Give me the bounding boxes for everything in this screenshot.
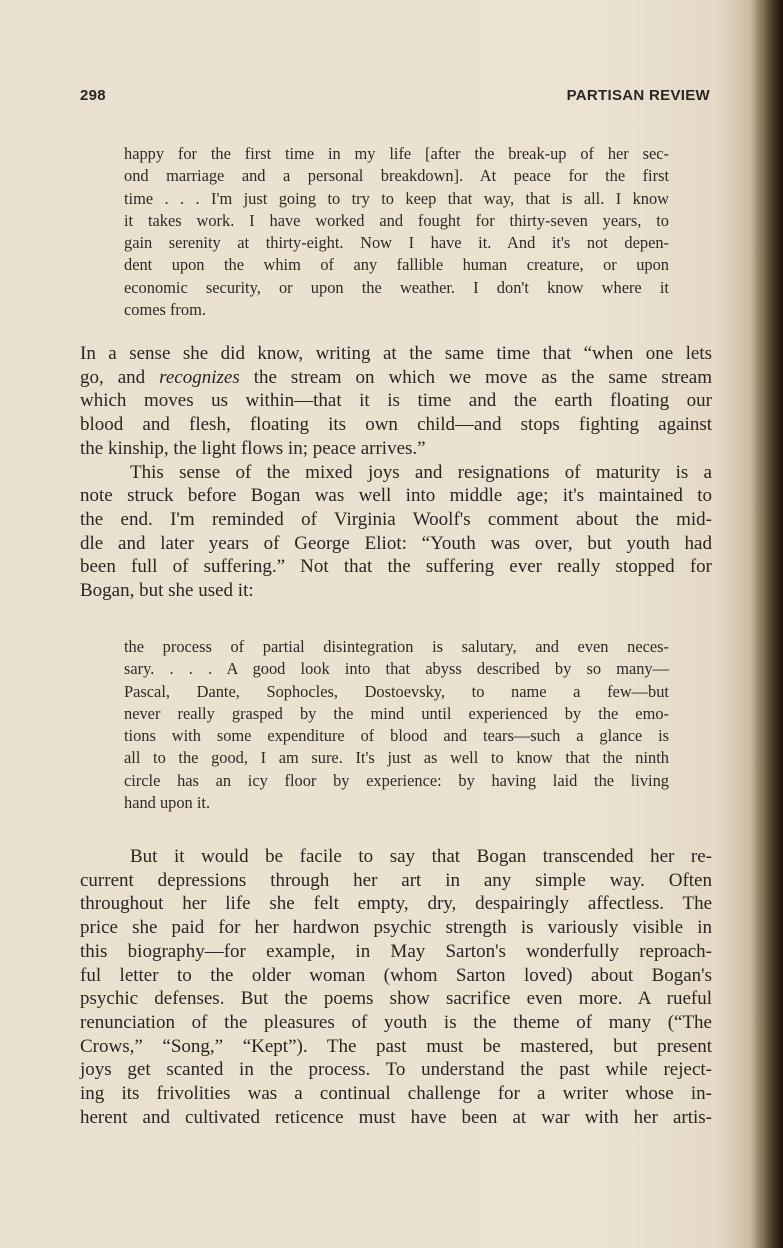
quote-line: sary. . . . A good look into that abyss described by so many— bbox=[124, 659, 669, 679]
body-line: ing its frivolities was a continual challenge for a writer whose in- bbox=[80, 1083, 712, 1105]
quote-line: time . . . I'm just going to try to keep that way, that is all. I know bbox=[124, 188, 669, 208]
body-line: the end. I'm reminded of Virginia Woolf's comment about the mid- bbox=[80, 508, 712, 530]
quote-line: it takes work. I have worked and fought for thirty-seven years, to bbox=[124, 210, 669, 230]
body-block-1 bbox=[80, 342, 712, 603]
quote-paragraph bbox=[124, 143, 669, 321]
quote-line: ond marriage and a personal breakdown]. At peace for the first bbox=[124, 166, 669, 186]
quote-line: the process of partial disintegration is salutary, and even neces- bbox=[124, 637, 669, 656]
block-quote-1 bbox=[124, 143, 669, 321]
body-line: But it would be facile to say that Bogan transcended her re- bbox=[130, 846, 712, 867]
body-line: blood and flesh, floating its own child—and stops fighting against bbox=[80, 414, 712, 436]
body-line: renunciation of the pleasures of youth is the theme of many (“The bbox=[80, 1011, 712, 1033]
paragraph-2 bbox=[80, 461, 712, 603]
emphasis-recognizes: recognizes bbox=[159, 366, 240, 388]
page-number: 298 bbox=[80, 87, 106, 104]
body-line: Bogan, but she used it: bbox=[80, 580, 254, 602]
quote-line: Pascal, Dante, Sophocles, Dostoevsky, to name a few—but bbox=[124, 681, 669, 701]
quote-line: tions with some expenditure of blood and tears—such a glance is bbox=[124, 726, 669, 746]
body-line: the kinship, the light flows in; peace arrives.” bbox=[80, 437, 426, 459]
body-block-2 bbox=[80, 845, 712, 1129]
quote-line: happy for the first time in my life [after the break-up of her sec- bbox=[124, 144, 669, 163]
page-header bbox=[80, 87, 710, 107]
body-line: psychic defenses. But the poems show sacrifice even more. A rueful bbox=[80, 988, 712, 1010]
body-line: ful letter to the older woman (whom Sarton loved) about Bogan's bbox=[80, 964, 712, 986]
body-line: This sense of the mixed joys and resignations of maturity is a bbox=[130, 461, 712, 483]
quote-line: gain serenity at thirty-eight. Now I have it. And it's not depen- bbox=[124, 233, 669, 253]
body-line: throughout her life she felt empty, dry, despairingly affectless. The bbox=[80, 893, 712, 915]
block-quote-2 bbox=[124, 636, 669, 814]
body-line: go, and recognizes the stream on which we move as the same stream bbox=[80, 366, 712, 388]
quote-line: comes from. bbox=[124, 300, 206, 320]
quote-line: hand upon it. bbox=[124, 793, 211, 813]
quote-line: economic security, or upon the weather. I don't know where it bbox=[124, 277, 669, 297]
body-line: In a sense she did know, writing at the same time that “when one lets bbox=[80, 343, 712, 364]
quote-line: dent upon the whim of any fallible human creature, or upon bbox=[124, 255, 669, 275]
running-head: PARTISAN REVIEW bbox=[566, 87, 710, 104]
body-line: price she paid for her hardwon psychic strength is variously visible in bbox=[80, 917, 712, 939]
quote-line: circle has an icy floor by experience: by having laid the living bbox=[124, 770, 669, 790]
body-line: Crows,” “Song,” “Kept”). The past must be mastered, but present bbox=[80, 1035, 712, 1057]
body-line: been full of suffering.” Not that the suffering ever really stopped for bbox=[80, 556, 712, 578]
body-line: this biography—for example, in May Sarton's wonderfully reproach- bbox=[80, 940, 712, 962]
body-line: which moves us within—that it is time and the earth floating our bbox=[80, 390, 712, 412]
quote-line: never really grasped by the mind until experienced by the emo- bbox=[124, 703, 669, 723]
body-line: current depressions through her art in any simple way. Often bbox=[80, 869, 712, 891]
paragraph-3 bbox=[80, 845, 712, 1129]
paragraph-1 bbox=[80, 342, 712, 461]
quote-paragraph bbox=[124, 636, 669, 814]
body-line: herent and cultivated reticence must have been at war with her artis- bbox=[80, 1106, 712, 1128]
body-line: dle and later years of George Eliot: “Youth was over, but youth had bbox=[80, 532, 712, 554]
body-line: joys get scanted in the process. To understand the past while reject- bbox=[80, 1059, 712, 1081]
quote-line: all to the good, I am sure. It's just as well to know that the ninth bbox=[124, 748, 669, 768]
body-line: note struck before Bogan was well into middle age; it's maintained to bbox=[80, 485, 712, 507]
